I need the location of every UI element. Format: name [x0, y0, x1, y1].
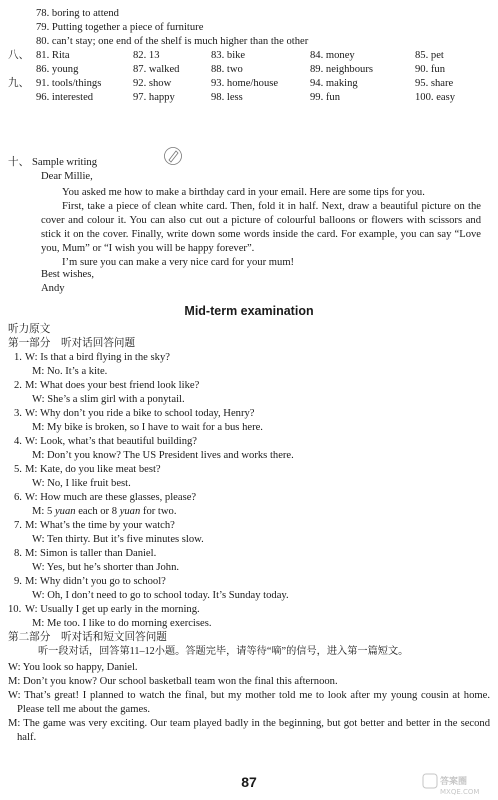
dialogue-line: W: No, I like fruit best. [32, 478, 131, 489]
dialogue-line: M: Simon is taller than Daniel. [25, 548, 157, 559]
conversation-line: M: Don’t you know? Our school basketball team won the final this afternoon. [8, 675, 338, 687]
dialogue-line: M: Kate, do you like meat best? [25, 464, 161, 475]
dialogue-line: M: What does your best friend look like? [25, 380, 200, 391]
answer-cell: 91. tools/things [36, 78, 102, 89]
dialogue-line: W: She’s a slim girl with a ponytail. [32, 394, 185, 405]
section-label-8: 八、 [8, 50, 30, 61]
part1-title: 第一部分 听对话回答问题 [8, 338, 136, 349]
answer-cell: 100. easy [415, 92, 456, 103]
dialogue-line: W: Ten thirty. But it’s five minutes slow. [32, 534, 204, 545]
conversation-line: W: You look so happy, Daniel. [8, 662, 138, 673]
dialogue-line: W: How much are these glasses, please? [25, 492, 197, 503]
answer-cell: 89. neighbours [310, 64, 373, 75]
section-label-10: 十、 [8, 157, 30, 168]
answer-cell: 86. young [36, 64, 79, 75]
answer-cell: 84. money [310, 50, 355, 61]
answer-cell: 99. fun [310, 92, 341, 103]
conversation-line: W: That’s great! I planned to watch the final, but my mother told me to look after my young cousin at home. Please tell me about the games. [8, 689, 490, 715]
answer-cell: 96. interested [36, 92, 94, 103]
dialogue-line: W: Oh, I don’t need to go to school today. It’s Sunday today. [32, 590, 289, 601]
dialogue-number: 2. [14, 380, 22, 391]
answer-79: 79. Putting together a piece of furniture [36, 22, 204, 33]
answer-cell: 95. share [415, 78, 454, 89]
dialogue-number: 6. [14, 492, 22, 503]
dialogue-line: M: My bike is broken, so I have to wait for a bus here. [32, 422, 263, 433]
answer-cell: 93. home/house [211, 78, 279, 89]
exam-title: Mid-term examination [184, 304, 314, 318]
dialogue-line: W: Usually I get up early in the morning. [25, 604, 200, 615]
letter-closing: Best wishes, [41, 269, 94, 280]
watermark-logo [422, 772, 494, 796]
dialogue-number: 1. [14, 352, 22, 363]
dialogue-line: M: Why didn’t you go to school? [25, 576, 166, 587]
dialogue-number: 7. [14, 520, 22, 531]
dialogue-number: 8. [14, 548, 22, 559]
dialogue-number: 5. [14, 464, 22, 475]
answer-cell: 85. pet [415, 50, 444, 61]
answer-cell: 94. making [310, 78, 358, 89]
letter-paragraph: First, take a piece of clean white card. Then, fold it in half. Next, draw a beautiful picture on the cover and colour it. You can also cut out a picture of colourful balloons or flowers with scissors and stick it on the cover. Finally, write down some words inside the card. For example, you can say “Love you, Mum” or “I wish you will be happy forever”. [41, 200, 481, 254]
letter-body [41, 186, 481, 269]
dialogue-line: M: 5 yuan each or 8 yuan for two. [32, 506, 177, 517]
letter-greeting: Dear Millie, [41, 171, 93, 182]
answer-cell: 82. 13 [133, 50, 160, 61]
letter-signature: Andy [41, 283, 65, 294]
letter-paragraph: I’m sure you can make a very nice card for your mum! [62, 256, 295, 268]
conversation-line: M: The game was very exciting. Our team played badly in the beginning, but got better and better in the second half. [8, 717, 490, 743]
dialogue-line: W: Why don’t you ride a bike to school today, Henry? [25, 408, 255, 419]
dialogue-line: M: No. It’s a kite. [32, 366, 108, 377]
page-number: 87 [241, 774, 257, 790]
answer-cell: 92. show [133, 78, 172, 89]
dialogue-line: M: Me too. I like to do morning exercises. [32, 618, 212, 629]
section-label-9: 九、 [8, 78, 30, 89]
answer-cell: 90. fun [415, 64, 446, 75]
dialogue-number: 10. [8, 604, 22, 615]
answer-cell: 88. two [211, 64, 243, 75]
dialogue-line: M: What’s the time by your watch? [25, 520, 175, 531]
conversation [8, 661, 490, 744]
pencil-stamp-icon [163, 146, 183, 166]
listening-title: 听力原文 [8, 324, 51, 335]
dialogue-number: 4. [14, 436, 22, 447]
dialogue-number: 3. [14, 408, 22, 419]
answer-cell: 87. walked [133, 64, 180, 75]
writing-title: Sample writing [32, 157, 98, 168]
answer-cell: 81. Rita [36, 50, 70, 61]
answer-cell: 83. bike [211, 50, 246, 61]
dialogue-line: W: Look, what’s that beautiful building? [25, 436, 198, 447]
answer-cell: 97. happy [133, 92, 175, 103]
svg-text:答案圈: 答案圈 [440, 777, 468, 787]
svg-text:MXQE.COM: MXQE.COM [440, 788, 480, 796]
dialogue-line: M: Don’t you know? The US President lives and works there. [32, 450, 294, 461]
dialogue-line: W: Yes, but he’s shorter than John. [32, 562, 180, 573]
answer-78: 78. boring to attend [36, 8, 119, 19]
letter-paragraph: You asked me how to make a birthday card in your email. Here are some tips for you. [62, 187, 425, 198]
answer-80: 80. can’t stay; one end of the shelf is much higher than the other [36, 36, 309, 47]
part2-title: 第二部分 听对话和短文回答问题 [8, 632, 167, 643]
dialogue-line: W: Is that a bird flying in the sky? [25, 352, 170, 363]
dialogue-number: 9. [14, 576, 22, 587]
answer-cell: 98. less [211, 92, 243, 103]
part2-intro: 听一段对话，回答第11–12小题。答题完毕，请等待“嘀”的信号，进入第一篇短文。 [38, 646, 409, 657]
